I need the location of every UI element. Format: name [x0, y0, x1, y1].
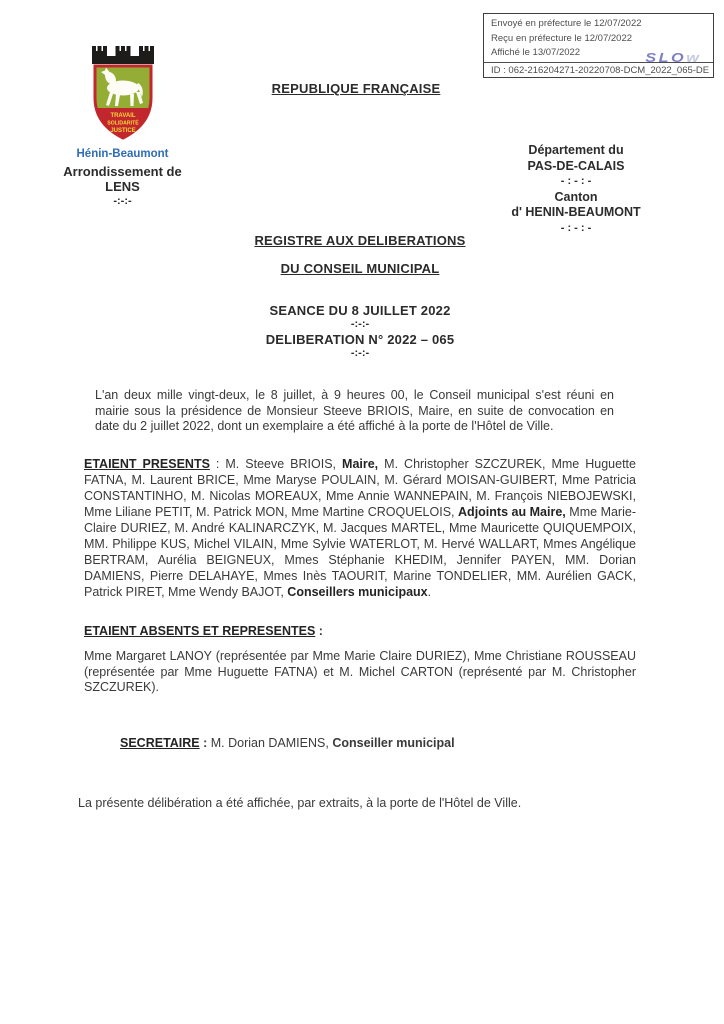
slo-logo-text: SLO — [645, 50, 687, 65]
slo-logo-wave: w — [686, 50, 699, 65]
departement-line1: Département du — [528, 143, 624, 157]
presents-maire: Maire, — [342, 457, 379, 471]
title-seance: SEANCE DU 8 JUILLET 2022 — [269, 303, 451, 318]
canton-line2: d' HENIN-BEAUMONT — [511, 205, 641, 219]
presents-part3: Mme Marie-Claire DURIEZ, M. André KALINARCZYK, M. Jacques MARTEL, Mme Mauricette QUIQUEMPOIX, MM. Philippe KUS, Michel VILAIN, Mme Sylvie WATERLOT, M. Hervé WALLART, Mmes Angélique BERTRAM, Aurélia BEIGNEUX, Mmes Stéphanie KHEDIM, Jennifer PAYEN, MM. Dorian DAMIENS, Pierre DELAHAYE, Mmes Inès TAOURIT, Marine TONDELIER, MM. Aurélien GACK, Patrick PIRET, Mme Wendy BAJOT, — [84, 505, 636, 599]
presents-conseillers: Conseillers municipaux — [287, 585, 428, 599]
presents-adjoints: Adjoints au Maire, — [458, 505, 566, 519]
secretaire-role: Conseiller municipal — [332, 736, 455, 750]
canton-line1: Canton — [554, 189, 598, 204]
present-members-paragraph — [84, 456, 636, 600]
secretaire-name: M. Dorian DAMIENS, — [210, 736, 333, 750]
motto-line-2: SOLIDARITÉ — [106, 120, 139, 127]
motto-line-3: JUSTICE — [109, 128, 136, 134]
secretaire-label: SECRETAIRE — [120, 736, 200, 750]
header-left-block — [55, 46, 190, 208]
opening-paragraph: L'an deux mille vingt-deux, le 8 juillet, à 9 heures 00, le Conseil municipal s'est réuni en mairie sous la présidence de Monsieur Steeve BRIOIS, Maire, en suite de convocation en date du 2 juillet 2022, dont un exemplaire a été affiché à la porte de l'Hôtel de Ville. — [95, 388, 614, 433]
left-separator: -:-:- — [113, 195, 132, 207]
slow-teltransmission-logo — [645, 50, 699, 65]
stamp-received-line: Reçu en préfecture le 12/07/2022 — [491, 32, 633, 44]
presents-part1: M. Steeve BRIOIS, — [225, 457, 343, 471]
arrondissement-line2: LENS — [105, 179, 140, 194]
header-right-block — [490, 143, 662, 236]
presents-end: . — [427, 585, 432, 599]
departement-line2: PAS-DE-CALAIS — [527, 158, 625, 173]
city-name: Hénin-Beaumont — [76, 148, 169, 160]
secretaire-colon: : — [199, 736, 211, 750]
stamp-posted-line: Affiché le 13/07/2022 — [491, 47, 581, 58]
title-separator-2: -:-:- — [350, 347, 370, 359]
absents-label: ETAIENT ABSENTS ET REPRESENTES — [84, 624, 316, 638]
presents-colon: : — [209, 457, 226, 471]
absent-members-paragraph: Mme Margaret LANOY (représentée par Mme Marie Claire DURIEZ), Mme Christiane ROUSSEAU (représentée par Mme Huguette FATNA) et M. Michel CARTON (représenté par M. Christopher SZCZUREK). — [84, 649, 636, 694]
secretary-line — [120, 736, 455, 750]
right-separator-2: - : - : - — [560, 221, 592, 234]
shield-motto — [107, 113, 139, 134]
absents-heading — [84, 624, 323, 638]
posting-notice: La présente délibération a été affichée, par extraits, à la porte de l'Hôtel de Ville. — [78, 796, 522, 810]
castle-crown-icon — [92, 46, 154, 64]
stamp-sent-line: Envoyé en préfecture le 12/07/2022 — [491, 18, 642, 29]
prefecture-stamp — [483, 13, 714, 78]
henin-beaumont-coat-of-arms-icon — [91, 46, 155, 142]
stamp-id-line: ID : 062-216204271-20220708-DCM_2022_065-DE — [484, 62, 713, 77]
absents-colon: : — [315, 624, 323, 638]
title-registre: REGISTRE AUX DELIBERATIONS — [254, 233, 466, 248]
title-deliberation: DELIBERATION N° 2022 – 065 — [265, 332, 455, 347]
right-separator-1: - : - : - — [560, 175, 592, 187]
republique-francaise-title: REPUBLIQUE FRANÇAISE — [271, 81, 441, 96]
title-separator-1: -:-:- — [350, 318, 370, 330]
arrondissement-line1: Arrondissement de — [63, 164, 182, 179]
motto-line-1: TRAVAIL — [109, 113, 136, 119]
presents-label: ETAIENT PRESENTS — [84, 457, 210, 471]
presents-part2: M. Christopher SZCZUREK, Mme Huguette FATNA, M. Laurent BRICE, Mme Maryse POULAIN, M. Gérard MOISAN-GUIBERT, Mme Patricia CONSTANTINHO, M. Nicolas MOREAUX, Mme Annie WANNEPAIN, M. François NIEBOJEWSKI, Mme Liliane PETIT, M. Patrick MON, Mme Martine CROQUELOIS, — [84, 457, 636, 519]
title-conseil: DU CONSEIL MUNICIPAL — [280, 261, 440, 276]
